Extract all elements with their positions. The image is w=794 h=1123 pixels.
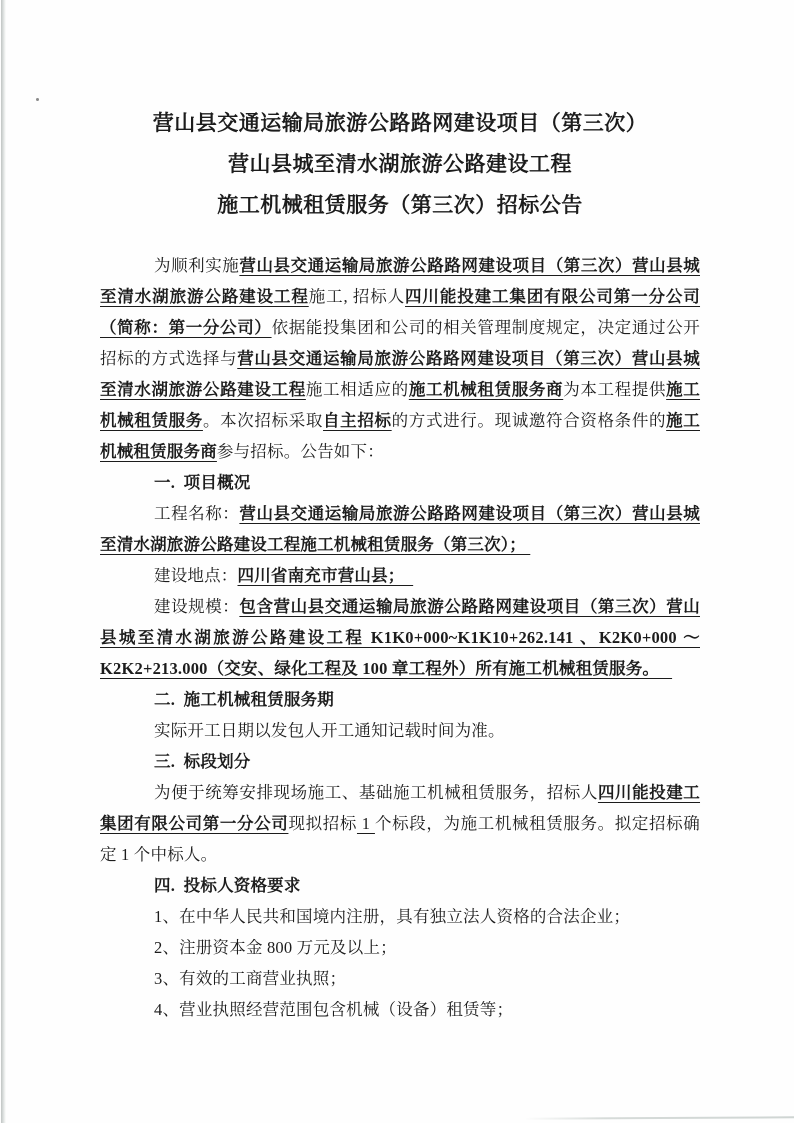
scan-speck <box>36 98 39 101</box>
text-run: 个标段，为施工机械租赁服务。拟定招标确定 1 个中标人。 <box>100 814 700 864</box>
text-run: 施工, 招标人 <box>308 287 406 306</box>
text-run: 的方式进行。现诚邀符合资格条件的 <box>391 411 667 430</box>
text-run: 。本次招标采取 <box>202 411 324 430</box>
text-run: 工程名称： <box>154 504 240 523</box>
text-run: 1 <box>356 814 375 833</box>
text-run: 为便于统筹安排现场施工、基础施工机械租赁服务，招标人 <box>154 783 598 802</box>
document-content <box>100 103 700 1025</box>
para-qualification-3 <box>100 963 700 994</box>
text-run: 参与招标。公告如下： <box>216 442 384 461</box>
para-service-period <box>100 715 700 746</box>
para-qualification-2 <box>100 932 700 963</box>
text-run: 3、有效的工商营业执照； <box>154 969 347 988</box>
text-run: 1、在中华人民共和国境内注册，具有独立法人资格的合法企业； <box>154 907 631 926</box>
text-run: 依据能投集团和公司的相关管理制度规定，决定通过公开招标的方式选择与 <box>100 318 701 368</box>
text-run: 一. 项目概况 <box>154 473 251 492</box>
text-run: 建设地点： <box>154 566 238 585</box>
text-run: 四川省南充市营山县； <box>237 566 414 585</box>
document-title <box>100 103 700 226</box>
text-run: 为顺利实施 <box>154 256 240 275</box>
para-qualification-4 <box>100 994 700 1025</box>
heading-section-2 <box>100 684 700 715</box>
title-line-2: 营山县城至清水湖旅游公路建设工程 <box>228 152 572 176</box>
title-line-3: 施工机械租赁服务（第三次）招标公告 <box>217 193 583 217</box>
heading-section-1 <box>100 467 700 498</box>
text-run: 4、营业执照经营范围包含机械（设备）租赁等； <box>154 1000 514 1019</box>
text-run: 包含营山县交通运输局旅游公路路网建设项目（第三次）营山县城至清水湖旅游公路建设工程 K1K0+000~K1K10+262.141 、K2K0+000 ～ K2K2+213.000（交安、绿化工程及 100 章工程外）所有施工机械租赁服务。 <box>100 597 700 678</box>
text-run: 建设规模： <box>154 597 240 616</box>
para-project-name <box>100 498 700 560</box>
text-run: 施工机械租赁服务商 <box>408 380 564 399</box>
para-qualification-1 <box>100 901 700 932</box>
text-run: 施工机械租赁服务 <box>100 380 701 430</box>
title-line-1: 营山县交通运输局旅游公路路网建设项目（第三次） <box>152 111 648 135</box>
document-body <box>100 250 700 1025</box>
text-run: 营山县交通运输局旅游公路路网建设项目（第三次）营山县城至清水湖旅游公路建设工程施工机械租赁服务（第三次）； <box>100 504 700 554</box>
text-run: 二. 施工机械租赁服务期 <box>154 690 334 709</box>
text-run: 实际开工日期以发包人开工通知记载时间为准。 <box>154 721 505 740</box>
text-run: 施工相适应的 <box>305 380 409 399</box>
text-run: 2、注册资本金 800 万元及以上； <box>154 938 397 957</box>
text-run: 四川能投建工集团有限公司第一分公司 <box>100 783 701 833</box>
paragraph-intro <box>100 250 700 467</box>
scan-edge-left <box>1 0 6 1123</box>
scan-edge-bottom <box>524 1116 794 1119</box>
text-run: 四川能投建工集团有限公司第一分公司（简称：第一分公司） <box>100 287 701 337</box>
heading-section-3 <box>100 746 700 777</box>
text-run: 三. 标段划分 <box>154 752 251 771</box>
text-run: 营山县交通运输局旅游公路路网建设项目（第三次）营山县城至清水湖旅游公路建设工程 <box>100 349 700 399</box>
text-run: 营山县交通运输局旅游公路路网建设项目（第三次）营山县城至清水湖旅游公路建设工程 <box>100 256 700 306</box>
para-bid-sections <box>100 777 700 870</box>
text-run: 自主招标 <box>323 411 392 430</box>
text-run: 现拟招标 <box>288 814 357 833</box>
para-build-location <box>100 560 700 591</box>
para-build-scale <box>100 591 700 684</box>
text-run: 施工机械租赁服务商 <box>100 411 700 461</box>
heading-section-4 <box>100 870 700 901</box>
text-run: 为本工程提供 <box>563 380 667 399</box>
text-run: 四. 投标人资格要求 <box>154 876 301 895</box>
